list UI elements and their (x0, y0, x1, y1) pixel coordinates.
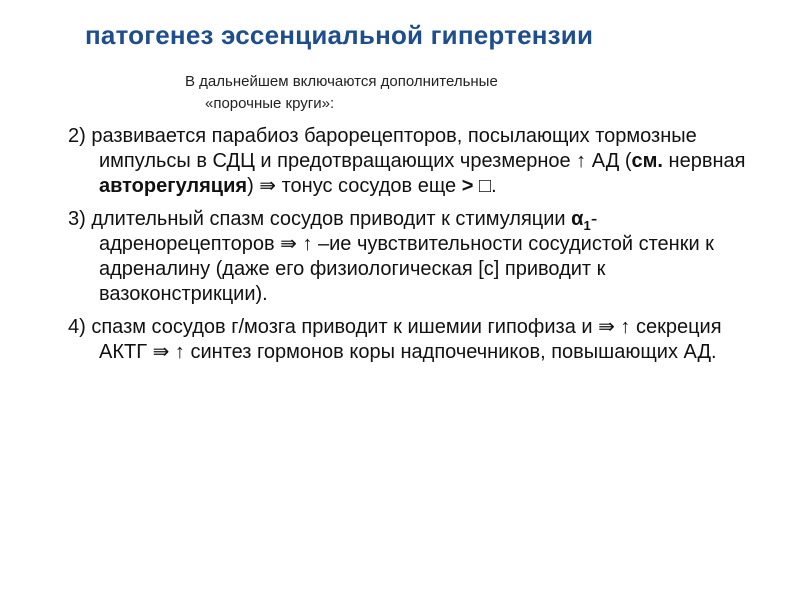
point-2-text-e: . (491, 175, 497, 197)
point-2-bold-autoregulation: авторегуляция (99, 175, 248, 197)
point-2-text-b: нервная (662, 150, 746, 172)
point-3-text-a: 3) длительный спазм сосудов приводит к стимуляции (68, 208, 572, 230)
point-2 (68, 124, 758, 199)
slide-title: патогенез эссенциальной гипертензии (85, 20, 594, 50)
point-3-text-b: -адренорецепторов ⇛ ↑ –ие чувствительности сосудистой стенки к адреналину (даже его физиологическая [c] приводит к вазоконстрикции). (99, 208, 714, 305)
point-2-box-glyph: □ (479, 175, 492, 197)
point-4 (68, 315, 758, 365)
point-2-bold-greater: > (461, 175, 474, 197)
intro-line-1: В дальнейшем включаются дополнительные (185, 73, 498, 90)
point-3-subscript: 1 (583, 218, 591, 233)
intro-text (185, 71, 685, 115)
point-4-text: 4) спазм сосудов г/мозга приводит к ишемии гипофиза и ⇛ ↑ секреция АКТГ ⇛ ↑ синтез гормонов коры надпочечников, повышающих АД. (68, 316, 722, 363)
intro-line-2: «порочные круги»: (205, 95, 335, 112)
points-list (68, 124, 758, 365)
point-3 (68, 207, 758, 307)
point-2-bold-see: см. (631, 150, 663, 172)
point-2-text-c: ) ⇛ тонус сосудов еще (247, 175, 462, 197)
point-2-text-a: 2) развивается парабиоз барорецепторов, посылающих тормозные импульсы в СДЦ и предотвращающих чрезмерное ↑ АД ( (68, 125, 697, 172)
point-3-alpha: α (571, 208, 584, 230)
